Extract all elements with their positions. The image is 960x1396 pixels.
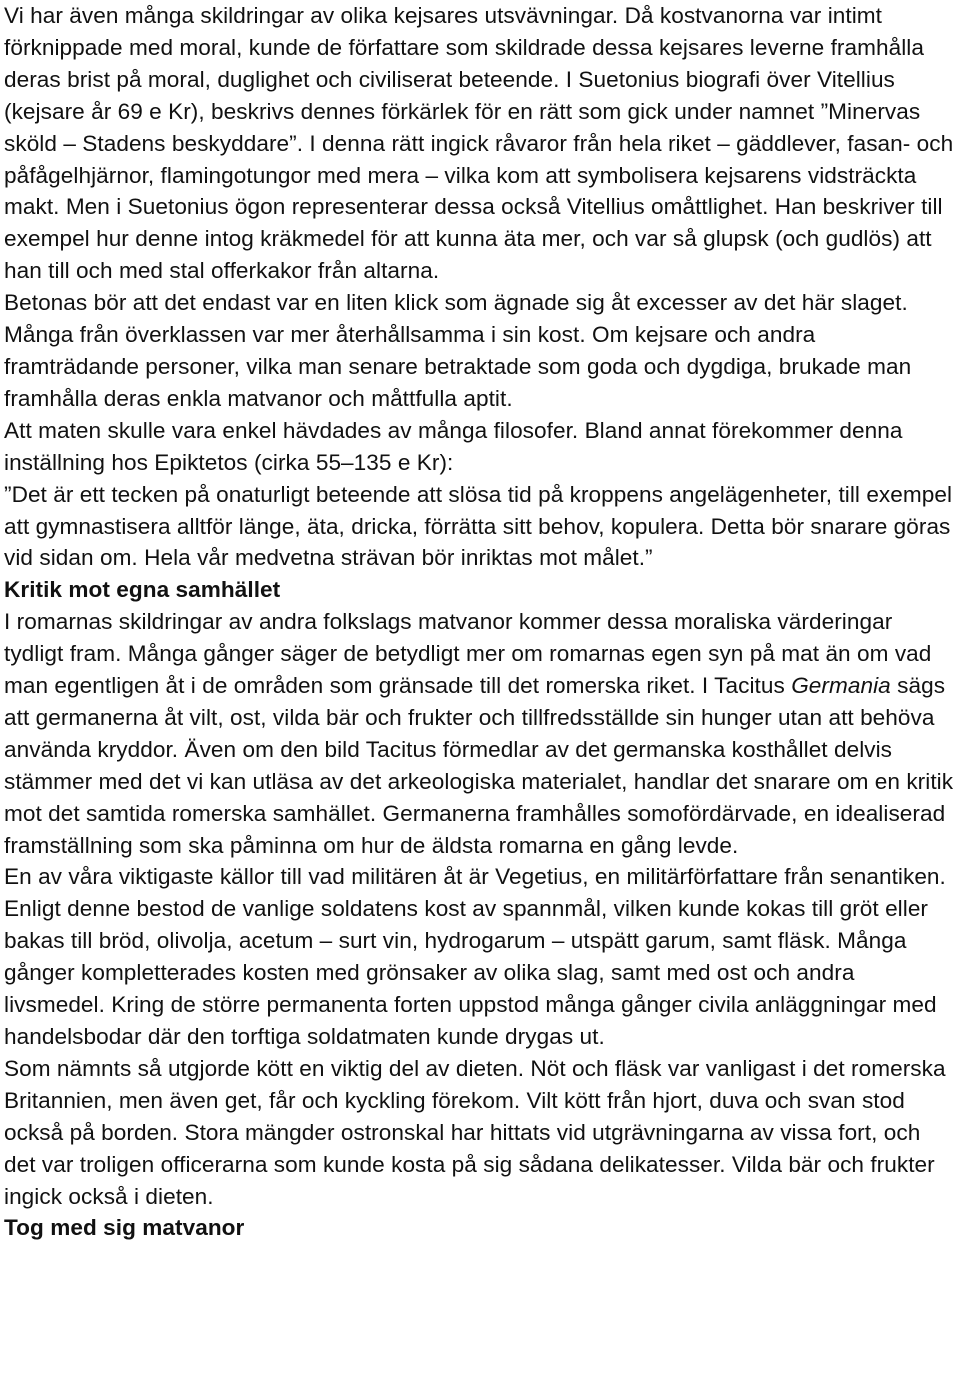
paragraph: Betonas bör att det endast var en liten klick som ägnade sig åt excesser av det här slaget. Många från överklassen var mer återhållsamma i sin kost. Om kejsare och andra framträdande personer, vilka man senare betraktade som goda och dygdiga, brukade man framhålla deras enkla matvanor och måttfulla aptit. [4, 290, 912, 411]
paragraph [4, 606, 956, 861]
paragraph: Att maten skulle vara enkel hävdades av många filosofer. Bland annat förekommer denna inställning hos Epiktetos (cirka 55–135 e Kr): [4, 417, 903, 475]
book-title-emphasis: Germania [791, 673, 891, 699]
paragraph: Som nämnts så utgjorde kött en viktig del av dieten. Nöt och fläsk var vanligast i det romerska Britannien, men även get, får och kyckling förekom. Vilt kött från hjort, duva och svan stod också på borden. Stora mängder ostronskal har hittats vid utgrävningarna av vissa fort, och det var troligen officerarna som kunde kosta på sig sådana delikatesser. Vilda bär och frukter ingick också i dieten. [4, 1055, 946, 1209]
paragraph-text: I romarnas skildringar av andra folkslags matvanor kommer dessa moraliska värderingar tydligt fram. Många gånger säger de betydligt mer om romarnas egen syn på mat än om vad man egentligen åt i de områden som gränsade till det romerska riket. I Tacitus [4, 609, 932, 699]
block-quote: ”Det är ett tecken på onaturligt beteende att slösa tid på kroppens angelägenheter, till exempel att gymnastisera alltför länge, äta, dricka, förrätta sitt behov, kopulera. Detta bör snarare göras vid sidan om. Hela vår medvetna strävan bör inriktas mot målet.” [4, 481, 953, 571]
paragraph-text: sägs att germanerna åt vilt, ost, vilda bär och frukter och tillfredsställde sin hunger utan att behöva använda kryddor. Även om den bild Tacitus förmedlar av det germanska kosthållet delvis stämmer med det vi kan utläsa av det arkeologiska materialet, handlar det snarare om en kritik mot det samtida romerska samhället. Germanerna framhålles somofördärvade, en idealiserad framställning som ska påminna om hur de äldsta romarna en gång levde. [4, 673, 954, 858]
section-heading: Kritik mot egna samhället [4, 577, 281, 603]
section-heading: Tog med sig matvanor [4, 1215, 245, 1241]
paragraph: En av våra viktigaste källor till vad militären åt är Vegetius, en militärförfattare från senantiken. Enligt denne bestod de vanlige soldatens kost av spannmål, vilken kunde kokas till gröt eller bakas till bröd, olivolja, acetum – surt vin, hydrogarum – utspätt garum, samt fläsk. Många gånger kompletterades kosten med grönsaker av olika slag, samt med ost och andra livsmedel. Kring de större permanenta forten uppstod många gånger civila anläggningar med handelsbodar där den torftiga soldatmaten kunde drygas ut. [4, 864, 946, 1049]
paragraph: Vi har även många skildringar av olika kejsares utsvävningar. Då kostvanorna var intimt förknippade med moral, kunde de författare som skildrade dessa kejsares leverne framhålla deras brist på moral, duglighet och civiliserat beteende. I Suetonius biografi över Vitellius (kejsare år 69 e Kr), beskrivs dennes förkärlek för en rätt som gick under namnet ”Minervas sköld – Stadens beskyddare”. I denna rätt ingick råvaror från hela riket – gäddlever, fasan- och påfågelhjärnor, flamingotungor med mera – vilka kom att symbolisera kejsarens vidsträckta makt. Men i Suetonius ögon representerar dessa också Vitellius omåttlighet. Han beskriver till exempel hur denne intog kräkmedel för att kunna äta mer, och var så glupsk (och gudlös) att han till och med stal offerkakor från altarna. [4, 3, 954, 284]
